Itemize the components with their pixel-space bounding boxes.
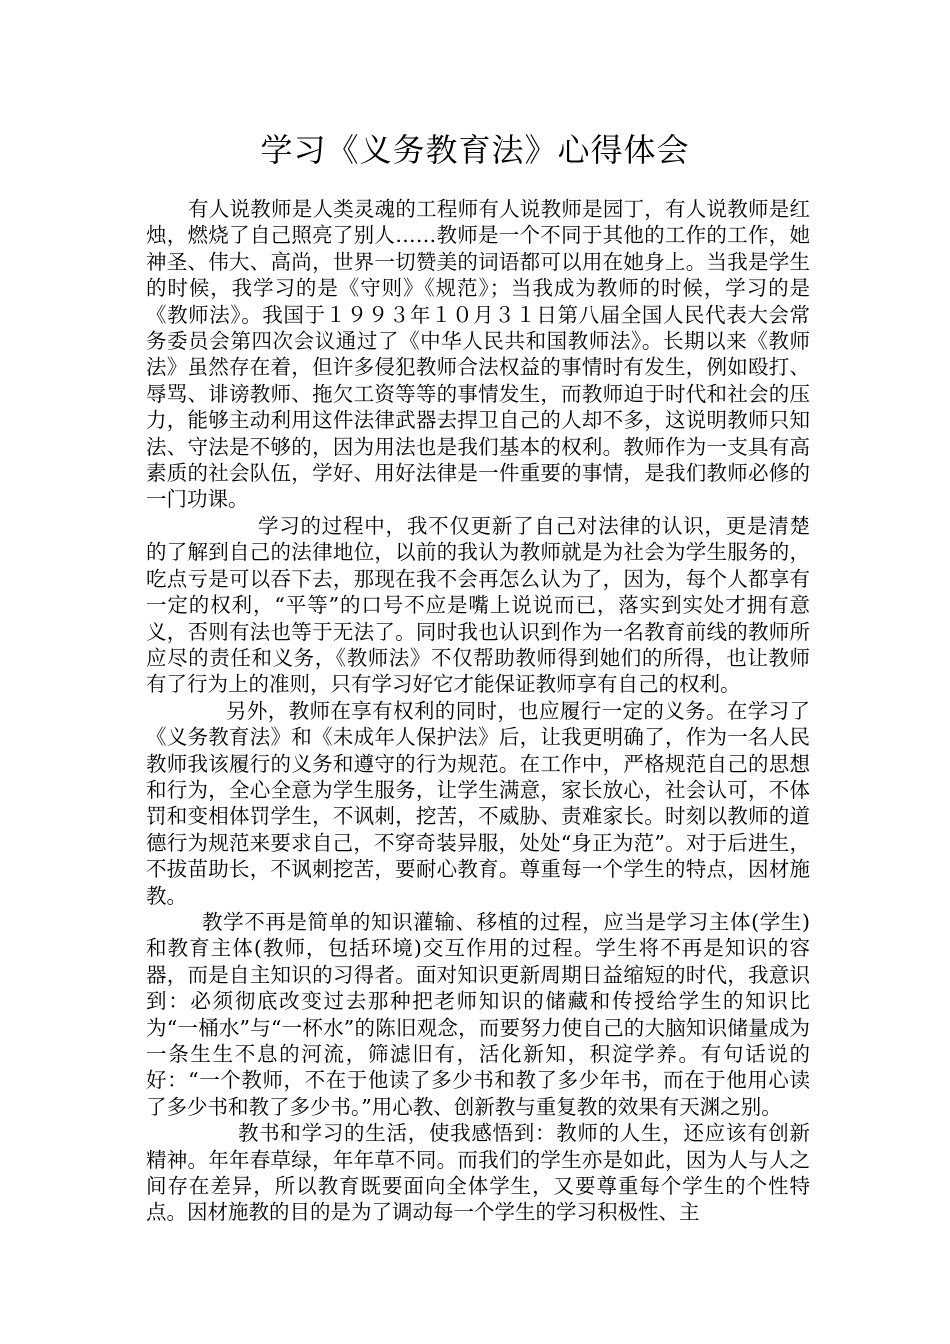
paragraph-2: 学习的过程中，我不仅更新了自己对法律的认识，更是清楚的了解到自己的法律地位，以前的我认为教师就是为社会为学生服务的，吃点亏是可以吞下去，那现在我不会再怎么认为了，因为，每个人都享有一定的权利，“平等”的口号不应是嘴上说说而已，落实到实处才拥有意义，否则有法也等于无法了。同时我也认识到作为一名教育前线的教师所应尽的责任和义务，《教师法》不仅帮助教师得到她们的所得，也让教师有了行为上的准则，只有学习好它才能保证教师享有自己的权利。 xyxy=(146,513,810,697)
paragraph-4: 教学不再是简单的知识灌输、移植的过程，应当是学习主体(学生)和教育主体(教师，包括环境)交互作用的过程。学生将不再是知识的容器，而是自主知识的习得者。面对知识更新周期日益缩短的时代，我意识到：必须彻底改变过去那种把老师知识的储藏和传授给学生的知识比为“一桶水”与“一杯水”的陈旧观念，而要努力使自己的大脑知识储量成为一条生生不息的河流，筛滤旧有，活化新知，积淀学养。有句话说的好：“一个教师，不在于他读了多少书和教了多少年书，而在于他用心读了多少书和教了多少书。”用心教、创新教与重复教的效果有天渊之别。 xyxy=(146,909,810,1119)
page-title: 学习《义务教育法》心得体会 xyxy=(260,131,690,169)
paragraph-5: 教书和学习的生活，使我感悟到：教师的人生，还应该有创新精神。年年春草绿，年年草不同。而我们的学生亦是如此，因为人与人之间存在差异，所以教育既要面向全体学生，又要尊重每个学生的个性特点。因材施教的目的是为了调动每一个学生的学习积极性、主 xyxy=(146,1121,810,1225)
paragraph-1: 有人说教师是人类灵魂的工程师有人说教师是园丁，有人说教师是红烛，燃烧了自己照亮了别人……教师是一个不同于其他的工作的工作，她神圣、伟大、高尚，世界一切赞美的词语都可以用在她身上。当我是学生的时候，我学习的是《守则》《规范》；当我成为教师的时候，学习的是《教师法》。我国于１９９３年１０月３１日第八届全国人民代表大会常务委员会第四次会议通过了《中华人民共和国教师法》。长期以来《教师法》虽然存在着，但许多侵犯教师合法权益的事情时有发生，例如殴打、辱骂、诽谤教师、拖欠工资等等的事情发生，而教师迫于时代和社会的压力，能够主动利用这件法律武器去捍卫自己的人却不多，这说明教师只知法、守法是不够的，因为用法也是我们基本的权利。教师作为一支具有高素质的社会队伍，学好、用好法律是一件重要的事情，是我们教师必修的一门功课。 xyxy=(146,197,810,512)
document-body xyxy=(146,196,810,1226)
paragraph-3: 另外，教师在享有权利的同时，也应履行一定的义务。在学习了《义务教育法》和《未成年人保护法》后，让我更明确了，作为一名人民教师我该履行的义务和遵守的行为规范。在工作中，严格规范自己的思想和行为，全心全意为学生服务，让学生满意，家长放心，社会认可，不体罚和变相体罚学生，不讽刺，挖苦，不威胁、责难家长。时刻以教师的道德行为规范来要求自己，不穿奇装异服，处处“身正为范”。对于后进生，不拔苗助长，不讽刺挖苦，要耐心教育。尊重每一个学生的特点，因材施教。 xyxy=(146,698,810,908)
